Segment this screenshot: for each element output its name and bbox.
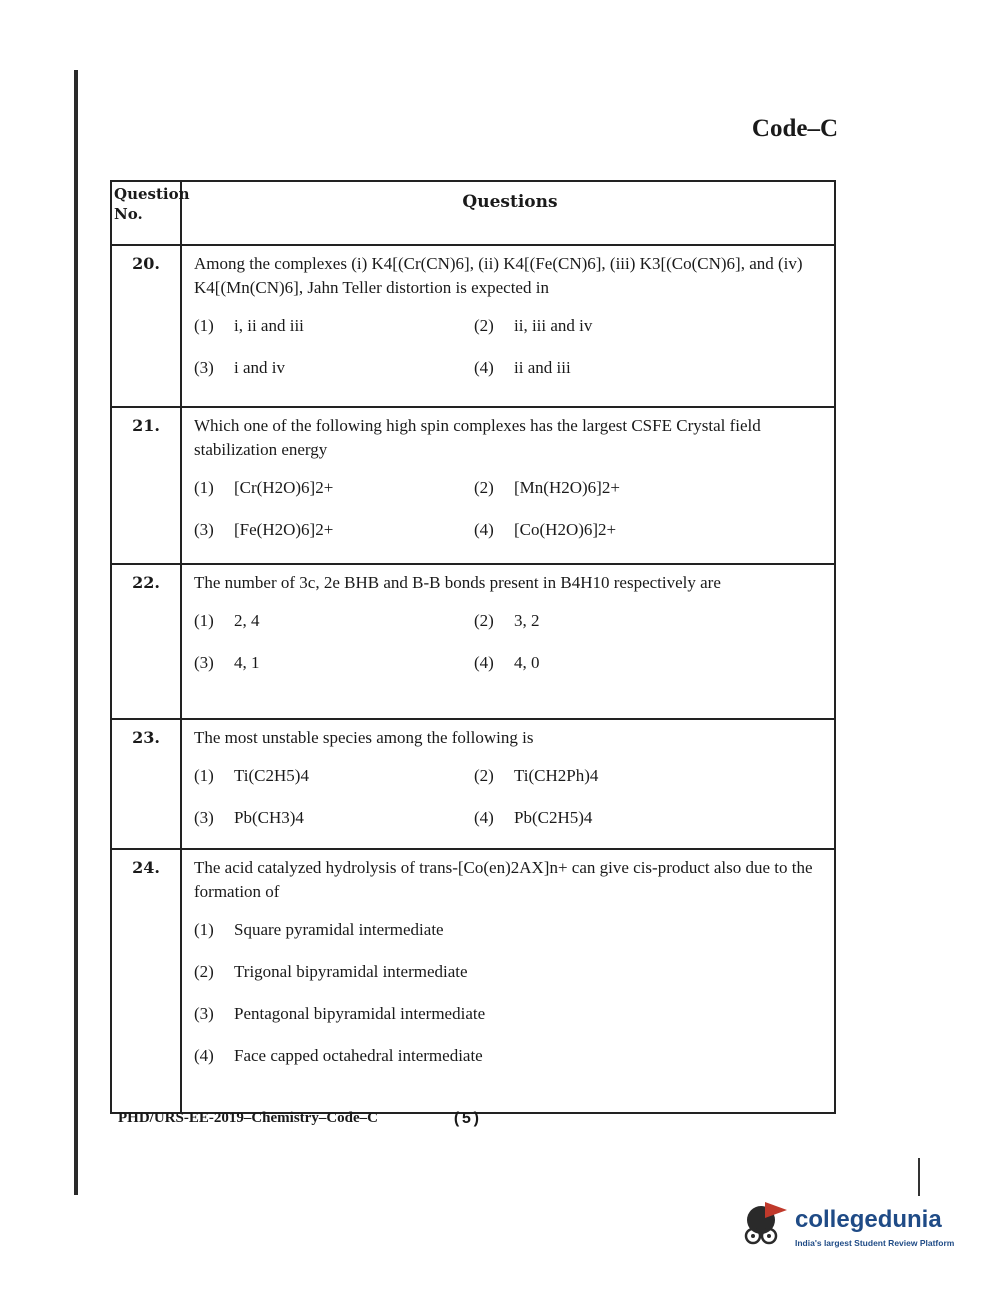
page-margin-line <box>74 70 78 1195</box>
option: (1) [Cr(H2O)6]2+ <box>194 478 334 497</box>
option: (1) i, ii and iii <box>194 316 304 335</box>
question-body <box>182 246 834 406</box>
col-header-questions: Questions <box>462 192 558 212</box>
option: (3) 4, 1 <box>194 653 260 672</box>
question-row <box>112 720 834 850</box>
option: (2) 3, 2 <box>474 611 540 630</box>
option: (3) Pentagonal bipyramidal intermediate <box>194 1004 486 1023</box>
question-stem: The acid catalyzed hydrolysis of trans-[Co(en)2AX]n+ can give cis-product also due to the formation of <box>194 858 813 901</box>
option: (2) Ti(CH2Ph)4 <box>474 766 599 785</box>
logo-tagline: India's largest Student Review Platform <box>795 1238 955 1248</box>
table-header-row <box>112 182 834 246</box>
options-grid <box>194 314 826 380</box>
option: (4) ii and iii <box>474 358 571 377</box>
question-body <box>182 850 834 1112</box>
question-row <box>112 246 834 408</box>
option: (1) Ti(C2H5)4 <box>194 766 309 785</box>
option: (2) ii, iii and iv <box>474 316 593 335</box>
col-header-question-no: Question No. <box>112 182 182 244</box>
page-number: (5) <box>452 1110 481 1128</box>
question-stem: The most unstable species among the following is <box>194 728 534 747</box>
logo-wordmark: collegedunia <box>795 1206 942 1233</box>
question-number: 20. <box>112 246 182 406</box>
options-grid <box>194 476 826 542</box>
mascot-icon <box>735 1198 791 1254</box>
question-row <box>112 850 834 1112</box>
question-table <box>110 180 836 1114</box>
question-stem: The number of 3c, 2e BHB and B-B bonds present in B4H10 respectively are <box>194 573 721 592</box>
option: (1) 2, 4 <box>194 611 260 630</box>
option: (4) [Co(H2O)6]2+ <box>474 520 617 539</box>
question-row <box>112 565 834 720</box>
option: (4) Pb(C2H5)4 <box>474 808 593 827</box>
question-body <box>182 565 834 718</box>
question-row <box>112 408 834 565</box>
option: (4) Face capped octahedral intermediate <box>194 1046 483 1065</box>
margin-mark <box>918 1158 920 1196</box>
option: (2) [Mn(H2O)6]2+ <box>474 478 620 497</box>
question-number: 23. <box>112 720 182 848</box>
footer-paper-id: PHD/URS-EE-2019–Chemistry–Code–C <box>118 1110 378 1126</box>
options-list <box>194 918 826 1068</box>
options-grid <box>194 764 826 830</box>
question-number: 22. <box>112 565 182 718</box>
option: (4) 4, 0 <box>474 653 540 672</box>
question-body <box>182 720 834 848</box>
question-number: 24. <box>112 850 182 1112</box>
option: (1) Square pyramidal intermediate <box>194 920 444 939</box>
option: (2) Trigonal bipyramidal intermediate <box>194 962 468 981</box>
question-stem: Which one of the following high spin complexes has the largest CSFE Crystal field stabilization energy <box>194 416 761 459</box>
collegedunia-logo <box>735 1198 965 1258</box>
question-number: 21. <box>112 408 182 563</box>
option: (3) i and iv <box>194 358 285 377</box>
option: (3) Pb(CH3)4 <box>194 808 304 827</box>
option: (3) [Fe(H2O)6]2+ <box>194 520 334 539</box>
question-stem: Among the complexes (i) K4[(Cr(CN)6], (ii) K4[(Fe(CN)6], (iii) K3[(Co(CN)6], and (iv) K4[(Mn(CN)6], Jahn Teller distortion is expected in <box>194 254 803 297</box>
options-grid <box>194 609 826 675</box>
paper-code: Code–C <box>751 115 838 142</box>
question-body <box>182 408 834 563</box>
